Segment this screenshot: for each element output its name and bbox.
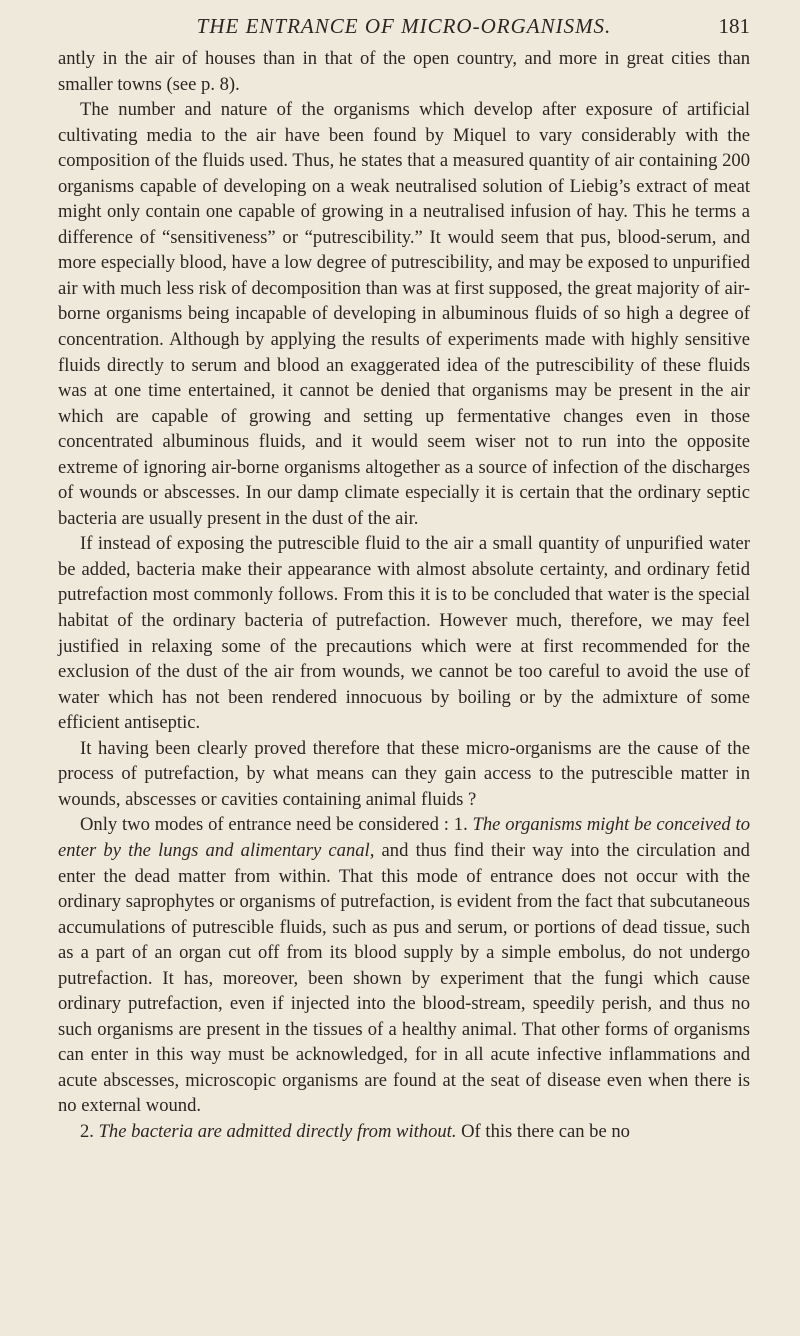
paragraph: [58, 46, 750, 97]
paragraph-text: Of this there can be no: [456, 1120, 630, 1142]
paragraph: [58, 97, 750, 531]
body-text: [58, 46, 750, 1145]
paragraph: [58, 531, 750, 735]
italic-text: The bacteria are admitted directly from without.: [98, 1120, 457, 1142]
page-number: 181: [718, 14, 750, 38]
paragraph: [58, 812, 750, 1119]
paragraph: [58, 736, 750, 813]
paragraph-text: 2.: [80, 1120, 99, 1142]
paragraph-text: If instead of exposing the putrescible fluid to the air a small quantity of unpurified water be added, bacteria make their appearance with almost absolute certainty, and ordinary fetid putrefaction most commonly follows. From this it is to be concluded that water is the special habitat of the ordinary bacteria of putrefaction. However much, therefore, we may feel justified in relaxing some of the precautions which were at first recommended for the exclusion of the dust of the air from wounds, we cannot be too careful to avoid the use of water which has not been rendered innocuous by boiling or by the admixture of some efficient antiseptic.: [58, 533, 750, 734]
running-header: [58, 0, 750, 46]
paragraph: [58, 1119, 750, 1145]
italic-text: The organisms might be conceived to enter by the lungs and alimentary canal,: [58, 814, 751, 861]
paragraph-text: Only two modes of entrance need be considered : 1.: [80, 814, 473, 836]
running-title: THE ENTRANCE OF MICRO-ORGANISMS.: [196, 14, 612, 38]
paragraph-text: antly in the air of houses than in that of the open country, and more in great cities than smaller towns (see p. 8).: [58, 48, 750, 95]
paragraph-text: The number and nature of the organisms which develop after exposure of artificial cultivating media to the air have been found by Miquel to vary considerably with the composition of the fluids used. Thus, he states that a measured quantity of air containing 200 organisms capable of developing on a weak neutralised solution of Liebig’s extract of meat might only contain one capable of growing in a neutralised infusion of hay. This he terms a difference of “sensitiveness” or “putrescibility.” It would seem that pus, blood-serum, and more especially blood, have a low degree of putrescibility, and may be exposed to unpurified air with much less risk of decomposition than was at first supposed, the great majority of air-borne organisms being incapable of developing in albuminous fluids of so high a degree of concentration. Although by applying the results of experiments made with highly sensitive fluids directly to serum and blood an exaggerated idea of the putrescibility of these fluids was at one time entertained, it cannot be denied that organisms may be present in the air which are capable of growing and setting up fermentative changes even in those concentrated albuminous fluids, and it would seem wiser not to run into the opposite extreme of ignoring air-borne organisms altogether as a source of infection of the discharges of wounds or abscesses. In our damp climate especially it is certain that the ordinary septic bacteria are usually present in the dust of the air.: [58, 99, 750, 529]
paragraph-text: and thus find their way into the circulation and enter the dead matter from within. That this mode of entrance does not occur with the ordinary saprophytes or organisms of putrefaction, is evident from the fact that subcutaneous accumulations of putrescible fluids, such as pus and serum, or portions of dead tissue, such as a part of an organ cut off from its blood supply by a simple embolus, do not undergo putrefaction. It has, moreover, been shown by experiment that the fungi which cause ordinary putrefaction, even if injected into the blood-stream, speedily perish, and thus no such organisms are present in the tissues of a healthy animal. That other forms of organisms can enter in this way must be acknowledged, for in all acute infective inflammations and acute abscesses, microscopic organisms are found at the seat of disease even when there is no external wound.: [58, 839, 750, 1117]
paragraph-text: It having been clearly proved therefore that these micro-organisms are the cause of the process of putrefaction, by what means can they gain access to the putrescible matter in wounds, abscesses or cavities containing animal fluids ?: [58, 737, 750, 810]
